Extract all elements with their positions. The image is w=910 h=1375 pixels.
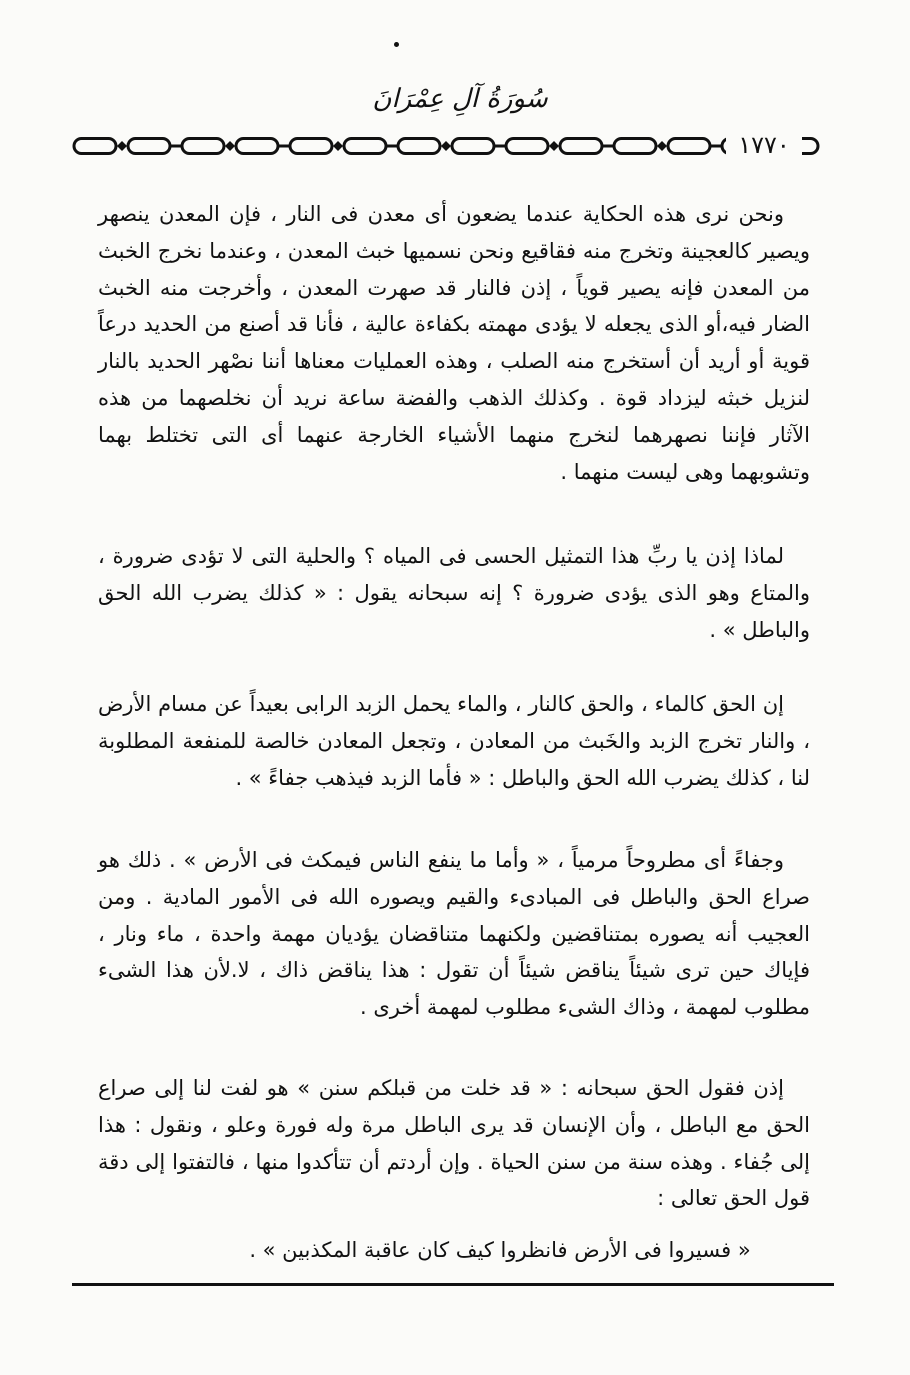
chain-link xyxy=(560,139,602,154)
footer-rule xyxy=(72,1283,834,1286)
closing-quote: « فسيروا فى الأرض فانظروا كيف كان عاقبة المكذبين » . xyxy=(249,1238,751,1262)
paragraph-3 xyxy=(98,686,810,796)
top-dot xyxy=(394,42,399,47)
chain-link xyxy=(182,139,224,154)
chain-diamond xyxy=(117,141,127,151)
chain-diamond xyxy=(657,141,667,151)
paragraph-text: لماذا إذن يا ربِّ هذا التمثيل الحسى فى المياه ؟ والحلية التى لا تؤدى ضرورة ، والمتاع وهو الذى يؤدى ضرورة ؟ إنه سبحانه يقول : « كذلك يضرب الله الحق والباطل » . xyxy=(98,544,810,642)
paragraph-text: إن الحق كالماء ، والحق كالنار ، والماء يحمل الزبد الرابى بعيداً عن مسام الأرض ، والنار تخرج الزبد والخَبث من المعادن ، وتجعل المعادن خالصة للمنفعة المطلوبة لنا ، كذلك يضرب الله الحق والباطل : « فأما الزبد فيذهب جفاءً » . xyxy=(98,692,810,790)
chain-diamond xyxy=(441,141,451,151)
surah-title: سُورَةُ آلِ عِمْرَانَ xyxy=(372,84,548,114)
page-number: ١٧٧٠ xyxy=(726,130,802,160)
chain-link xyxy=(452,139,494,154)
paragraph-1 xyxy=(98,196,810,490)
chain-link xyxy=(290,139,332,154)
chain-link xyxy=(506,139,548,154)
paragraph-text: إذن فقول الحق سبحانه : « قد خلت من قبلكم سنن » هو لفت لنا إلى صراع الحق مع الباطل ، وأن الإنسان قد يرى الباطل مرة وله فورة وعلو ، ونقول : هذا إلى جُفاء . وهذه سنة من سنن الحياة . وإن أردتم أن تتأكدوا منها ، فالتفتوا إلى دقة قول الحق تعالى : xyxy=(98,1076,810,1211)
chain-diamond xyxy=(333,141,343,151)
paragraph-text: ونحن نرى هذه الحكاية عندما يضعون أى معدن فى النار ، فإن المعدن ينصهر ويصير كالعجينة وتخرج منه فقاقيع ونحن نسميها خبث المعدن ، وعندما نخرج الخبث من المعدن فإنه يصير قوياً ، إذن فالنار قد صهرت المعدن ، وأخرجت منه الخبث الضار فيه،أو الذى يجعله لا يؤدى مهمته بكفاءة عالية ، فأنا قد أصنع من الحديد درعاً قوية أو أريد أن أستخرج منه الصلب ، وهذه العمليات معناها أننا نصْهر الحديد بالنار لنزيل خبثه ليزداد قوة . وكذلك الذهب والفضة ساعة نريد أن نخلصهما من هذه الآثار فإننا نصهرهما لنخرج منهما الأشياء الخارجة عنهما أى التى تختلط بهما وتشوبهما وهى ليست منهما . xyxy=(98,202,810,484)
chain-link xyxy=(614,139,656,154)
chain-diamond xyxy=(549,141,559,151)
chain-link xyxy=(398,139,440,154)
paragraph-4 xyxy=(98,842,810,1026)
chain-link xyxy=(236,139,278,154)
chain-diamond xyxy=(225,141,235,151)
chain-link xyxy=(74,139,116,154)
paragraph-2 xyxy=(98,538,810,648)
paragraph-text: وجفاءً أى مطروحاً مرمياً ، « وأما ما ينفع الناس فيمكث فى الأرض » . ذلك هو صراع الحق والباطل فى المبادىء والقيم ويصوره الله فى الأمور المادية . ومن العجيب أنه يصوره بمتناقضين ولكنهما متناقضان يؤديان مهمة واحدة ، ماء ونار ، فإياك حين ترى شيئاً يناقض شيئاً أن تقول : هذا يناقض ذاك ، لا.لأن هذا الشىء مطلوب لمهمة ، وذاك الشىء مطلوب لمهمة أخرى . xyxy=(98,848,810,1020)
chain-link xyxy=(344,139,386,154)
paragraph-5 xyxy=(98,1070,810,1217)
chain-link xyxy=(128,139,170,154)
chain-link xyxy=(668,139,710,154)
